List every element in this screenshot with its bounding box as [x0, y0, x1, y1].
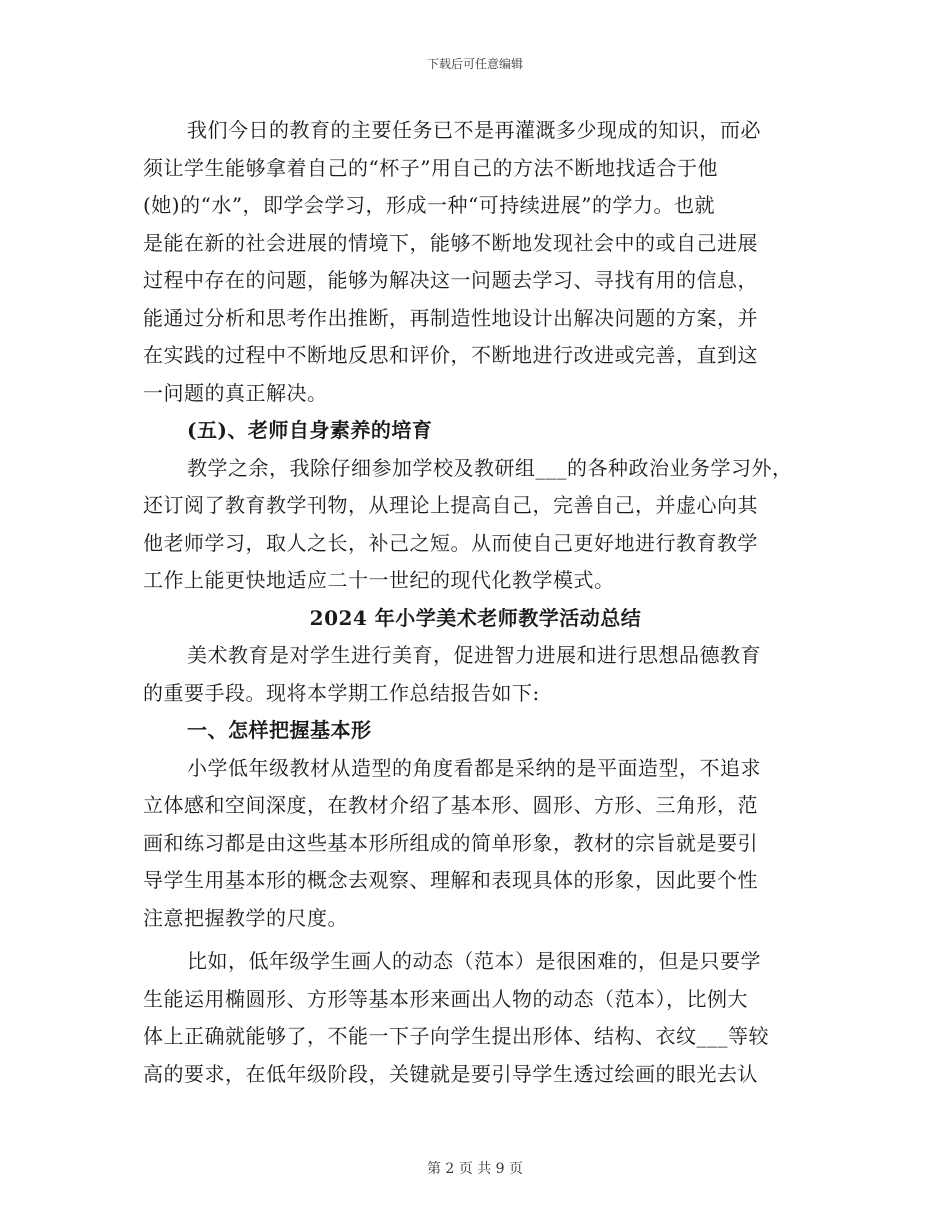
paragraph-line: 须让学生能够拿着自己的“杯子”用自己的方法不断地找适合于他 — [143, 155, 718, 180]
paragraph-line: 还订阅了教育教学刊物，从理论上提高自己，完善自己，并虚心向其 — [143, 493, 758, 517]
paragraph-line: 小学低年级教材从造型的角度看都是采纳的是平面造型，不追求 — [187, 755, 761, 780]
document-body — [143, 112, 808, 1093]
section-heading: (五)、老师自身素养的培育 — [187, 418, 433, 442]
paragraph-line: 立体感和空间深度，在教材介绍了基本形、圆形、方形、三角形，范 — [143, 793, 758, 817]
document-title: 2024 年小学美术老师教学活动总结 — [309, 605, 642, 630]
paragraph-line: 画和练习都是由这些基本形所组成的简单形象，教材的宗旨就是要引 — [143, 830, 758, 855]
paragraph-line: 能通过分析和思考作出推断，再制造性地设计出解决问题的方案，并 — [143, 305, 758, 330]
paragraph-line: 体上正确就能够了，不能一下子向学生提出形体、结构、衣纹___等较 — [143, 1024, 769, 1048]
paragraph-line: 生能运用椭圆形、方形等基本形来画出人物的动态（范本），比例大 — [143, 986, 748, 1011]
section-heading: 一、怎样把握基本形 — [187, 718, 372, 742]
paragraph-line: 是能在新的社会进展的情境下，能够不断地发现社会中的或自己进展 — [143, 230, 758, 255]
paragraph-line: 导学生用基本形的概念去观察、理解和表现具体的形象，因此要个性 — [143, 868, 758, 892]
paragraph-line: 比如，低年级学生画人的动态（范本）是很困难的，但是只要学 — [187, 949, 761, 973]
page-footer: 第 2 页 共 9 页 — [426, 1161, 524, 1177]
paragraph-line: 的重要手段。现将本学期工作总结报告如下: — [143, 680, 540, 705]
paragraph-line: 我们今日的教育的主要任务已不是再灌溉多少现成的知识，而必 — [187, 118, 761, 142]
paragraph-line: 工作上能更快地适应二十一世纪的现代化教学模式。 — [143, 568, 615, 592]
paragraph-line: 注意把握教学的尺度。 — [143, 905, 348, 930]
paragraph-line: 高的要求，在低年级阶段，关键就是要引导学生透过绘画的眼光去认 — [143, 1061, 758, 1086]
page-header: 下载后可任意编辑 — [426, 57, 523, 71]
paragraph-line: 美术教育是对学生进行美育，促进智力进展和进行思想品德教育 — [187, 643, 761, 667]
paragraph-line: 他老师学习，取人之长，补己之短。从而使自己更好地进行教育教学 — [143, 530, 758, 555]
paragraph-line: 教学之余，我除仔细参加学校及教研组___的各种政治业务学习外， — [187, 455, 793, 480]
paragraph-line: 一问题的真正解决。 — [143, 380, 328, 405]
paragraph-line: (她)的“水”，即学会学习，形成一种“可持续进展”的学力。也就 — [143, 193, 716, 217]
paragraph-line: 在实践的过程中不断地反思和评价，不断地进行改进或完善，直到这 — [143, 343, 758, 367]
paragraph-line: 过程中存在的问题，能够为解决这一问题去学习、寻找有用的信息， — [143, 268, 758, 292]
